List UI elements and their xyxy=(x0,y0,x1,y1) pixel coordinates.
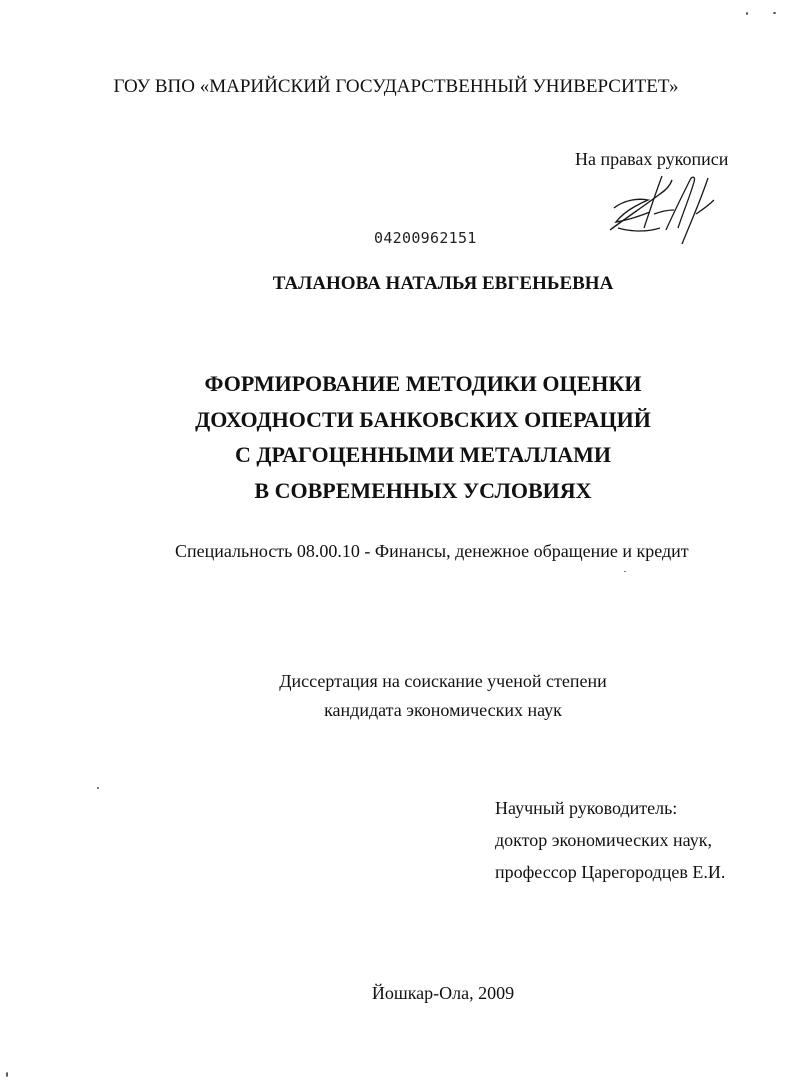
scan-speck xyxy=(624,571,626,572)
title-line: ФОРМИРОВАНИЕ МЕТОДИКИ ОЦЕНКИ xyxy=(204,371,642,396)
degree-statement xyxy=(0,667,792,725)
author-name: ТАЛАНОВА НАТАЛЬЯ ЕВГЕНЬЕВНА xyxy=(272,273,614,294)
scan-speck xyxy=(746,12,748,15)
supervisor-line: профессор Царегородцев Е.И. xyxy=(495,862,726,882)
specialty: Специальность 08.00.10 - Финансы, денежное обращение и кредит xyxy=(175,541,689,561)
handwritten-signature xyxy=(604,170,724,248)
manuscript-note: На правах рукописи xyxy=(575,149,729,169)
scan-speck xyxy=(6,1072,8,1077)
university-name: ГОУ ВПО «МАРИЙСКИЙ ГОСУДАРСТВЕННЫЙ УНИВЕРСИТЕТ» xyxy=(113,76,679,97)
place-and-year: Йошкар-Ола, 2009 xyxy=(371,983,515,1003)
scan-speck xyxy=(773,12,776,14)
supervisor-line: доктор экономических наук, xyxy=(495,830,712,850)
scan-speck xyxy=(97,787,99,789)
degree-line: кандидата экономических наук xyxy=(324,700,562,720)
supervisor-block xyxy=(495,792,725,888)
title-line: С ДРАГОЦЕННЫМИ МЕТАЛЛАМИ xyxy=(234,442,612,467)
title-line: ДОХОДНОСТИ БАНКОВСКИХ ОПЕРАЦИЙ xyxy=(195,406,651,432)
dissertation-title xyxy=(0,366,792,508)
degree-line: Диссертация на соискание ученой степени xyxy=(279,671,607,691)
supervisor-line: Научный руководитель: xyxy=(495,798,678,818)
title-line: В СОВРЕМЕННЫХ УСЛОВИЯХ xyxy=(254,477,592,503)
catalog-number: 04200962151 xyxy=(374,229,477,247)
